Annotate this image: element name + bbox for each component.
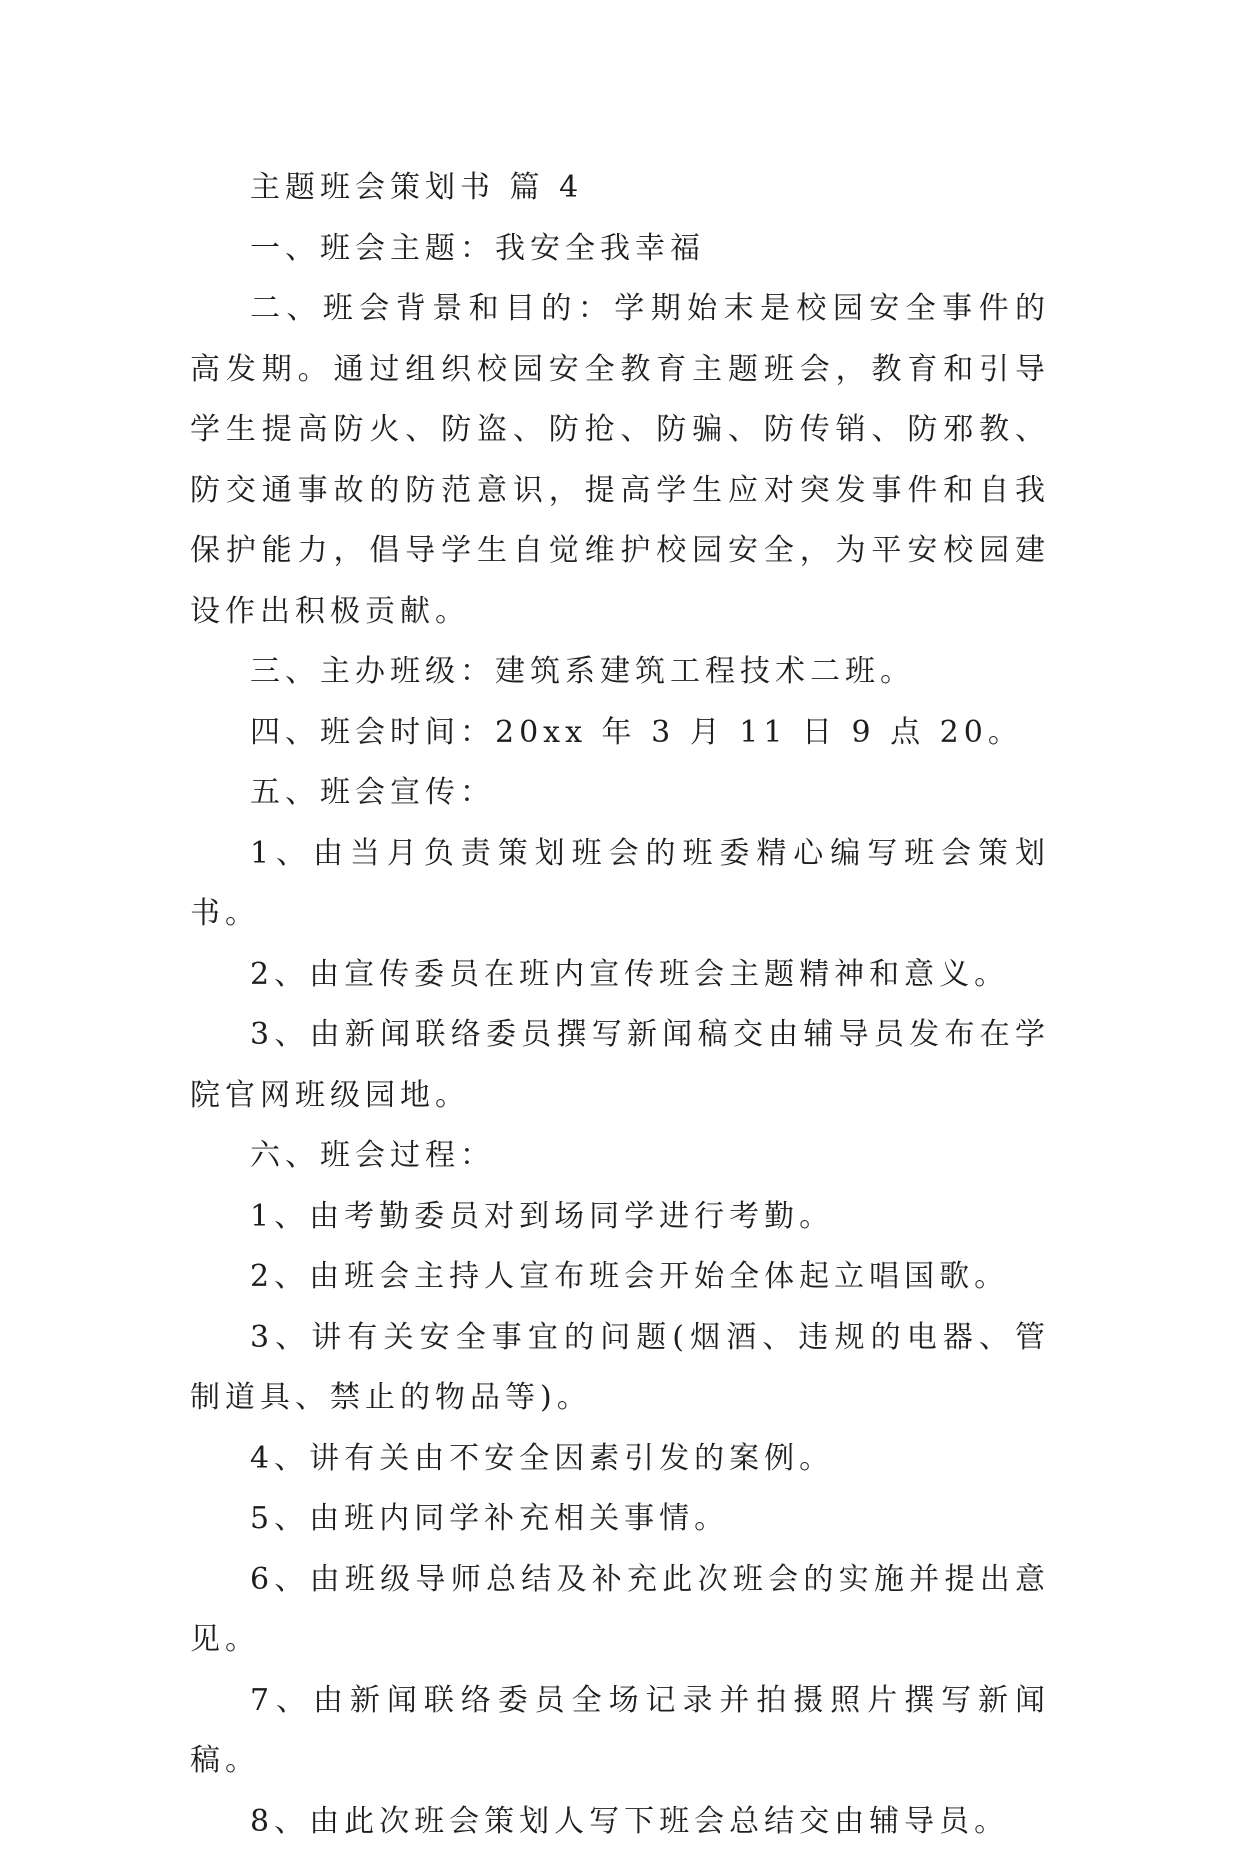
section-time: 四、班会时间：20xx 年 3 月 11 日 9 点 20。 (190, 703, 1050, 764)
process-item: 2、由班会主持人宣布班会开始全体起立唱国歌。 (190, 1247, 1050, 1308)
section-theme: 一、班会主题：我安全我幸福 (190, 219, 1050, 280)
publicity-item: 3、由新闻联络委员撰写新闻稿交由辅导员发布在学院官网班级园地。 (190, 1005, 1050, 1126)
section-process-heading: 六、班会过程： (190, 1126, 1050, 1187)
section-publicity-heading: 五、班会宣传： (190, 763, 1050, 824)
process-item: 1、由考勤委员对到场同学进行考勤。 (190, 1187, 1050, 1248)
document-body (190, 158, 1050, 1852)
document-title: 主题班会策划书 篇 4 (190, 158, 1050, 219)
publicity-item: 1、由当月负责策划班会的班委精心编写班会策划书。 (190, 824, 1050, 945)
process-item: 5、由班内同学补充相关事情。 (190, 1489, 1050, 1550)
process-item: 4、讲有关由不安全因素引发的案例。 (190, 1429, 1050, 1490)
process-item: 8、由此次班会策划人写下班会总结交由辅导员。 (190, 1792, 1050, 1852)
section-organizer: 三、主办班级：建筑系建筑工程技术二班。 (190, 642, 1050, 703)
process-item: 3、讲有关安全事宜的问题(烟酒、违规的电器、管制道具、禁止的物品等)。 (190, 1308, 1050, 1429)
process-item: 6、由班级导师总结及补充此次班会的实施并提出意见。 (190, 1550, 1050, 1671)
section-background: 二、班会背景和目的：学期始末是校园安全事件的高发期。通过组织校园安全教育主题班会，教育和引导学生提高防火、防盗、防抢、防骗、防传销、防邪教、防交通事故的防范意识，提高学生应对突发事件和自我保护能力，倡导学生自觉维护校园安全，为平安校园建设作出积极贡献。 (190, 279, 1050, 642)
process-item: 7、由新闻联络委员全场记录并拍摄照片撰写新闻稿。 (190, 1671, 1050, 1792)
publicity-item: 2、由宣传委员在班内宣传班会主题精神和意义。 (190, 945, 1050, 1006)
